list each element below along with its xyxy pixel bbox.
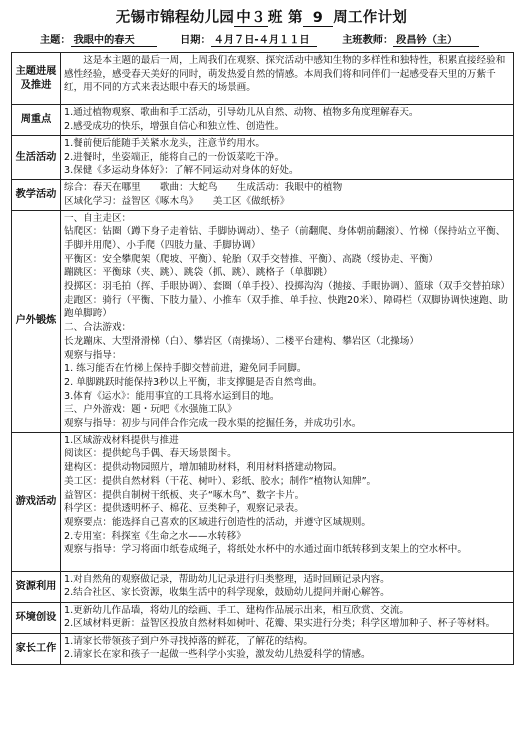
content-line: 蹦跳区：平衡球（夹、跳）、跳袋（抓、跳）、跳格子（单脚跳） (64, 267, 333, 279)
row-content-outdoor (61, 210, 514, 432)
content-line: 科学区：提供透明杯子、棉花、豆类种子，观察记录表。 (64, 503, 304, 515)
content-line: 益智区：提供自制树干纸板、夹子“啄木鸟”、数字卡片。 (64, 489, 305, 501)
content-line: 3.体育《运水》：能用事宜的工具将水运到目的地。 (64, 390, 280, 402)
content-line: 美工区：提供自然材料（干花、树叶）、彩纸、胶水；制作“植物认知牌”。 (64, 475, 377, 487)
table-row (12, 136, 514, 180)
content-line: 1.餐前便后能随手关紧水龙头，注意节约用水。 (64, 138, 266, 149)
date-label: 日期： (180, 35, 211, 46)
row-label-parents: 家长工作 (12, 633, 61, 664)
content-line: 1.请家长带领孩子到户外寻找掉落的鲜花，了解花的结构。 (64, 635, 313, 647)
content-line: 长龙蹦床、大型滑滑梯（白）、攀岩区（南操场）、二楼平台建构、攀岩区（北操场） (64, 335, 419, 347)
class-suffix: 班 (267, 10, 283, 26)
content-line: 观察与指导：初步与同伴合作完成一段水渠的挖掘任务，并成功引水。 (64, 418, 362, 430)
content-line: 1.对自然角的观察做记录，帮助幼儿记录进行归类整理，适时回顾记录内容。 (64, 573, 390, 585)
row-label-teaching: 教学活动 (12, 180, 61, 210)
class-number: 中３ (236, 10, 266, 26)
row-content-games (61, 432, 514, 571)
week-prefix: 第 (287, 10, 303, 26)
table-row (12, 633, 514, 664)
row-content-resources (61, 571, 514, 602)
row-label-daily-life: 生活活动 (12, 136, 61, 180)
content-line: 2.区域材料更新：益智区投放自然材料如树叶、花瓣、果实进行分类；科学区增加种子、杯子等材料。 (64, 618, 496, 630)
content-line: 3.保健《多运动身体好》：了解不同运动对身体的好处。 (64, 165, 299, 177)
content-line: 二、合法游戏： (64, 322, 132, 334)
plan-label: 周工作计划 (333, 10, 408, 26)
content-line: 阅读区：提供蛇鸟手偶、春天场景图卡。 (64, 448, 237, 460)
content-line: 走跑区：骑行（平衡、下肢力量）、小推车（双手推、单手拉、快跑20米）、障碍栏（双脚协调快速跑、助跑单脚跨） (64, 294, 508, 320)
table-row (12, 180, 514, 210)
teacher-value: 段昌钤（主） (393, 31, 479, 47)
content-line: 观察与指导：学习将面巾纸卷成绳子，将纸处水杯中的水通过面巾纸转移到支架上的空水杯中。 (64, 544, 467, 556)
content-line: 1. 练习能否在竹梯上保持手脚交替前进，避免同手同脚。 (64, 363, 307, 375)
table-row (12, 432, 514, 571)
content-line: 2.进餐时，坐姿端正，能将自己的一份饭菜吃干净。 (64, 151, 285, 163)
table-row (12, 53, 514, 105)
content-line: 钻爬区：钻圈（蹲下身子走着钻、手脚协调动）、垫子（前翻爬、身体朝前翻滚）、竹梯（保持站立平衡、手脚并用爬）、小手爬（四肢力量、手脚协调） (64, 226, 506, 251)
teacher-label: 主班教师： (342, 35, 394, 46)
content-line: 1.通过植物观察、歌曲和手工活动，引导幼儿从自然、动物、植物多角度理解春天。 (64, 107, 419, 118)
content-line: 一、自主走区： (64, 212, 132, 224)
row-label-theme-progress: 主题进展及推进 (12, 53, 61, 105)
content-line: 建构区：提供动物园照片，增加辅助材料，利用材料搭建动物园。 (64, 462, 343, 474)
row-label-week-focus: 周重点 (12, 105, 61, 136)
content-line: 2.请家长在家和孩子一起做一些科学小实验，激发幼儿热爱科学的情感。 (64, 649, 371, 661)
content-line: 综合：春天在哪里 歌曲：大蛇鸟 生成活动：我眼中的植物 (64, 182, 343, 194)
row-label-games: 游戏活动 (12, 432, 61, 571)
date-value: ４月７日-４月１１日 (211, 31, 317, 47)
plan-meta (14, 31, 509, 49)
row-label-environment: 环境创设 (12, 602, 61, 633)
row-content-daily-life (61, 136, 514, 180)
content-line: 这是本主题的最后一周，上周我们在观察、探究活动中感知生物的多样性和独特性，积累直接经验和感性经验，感受春天美好的同时，萌发热爱自然的情感。本周我们将和同伴们一起感受春天里的万紫千红，用不同的方式来表达眼中春天的场景画。 (64, 55, 506, 94)
plan-title (0, 6, 523, 27)
content-line: 2.结合社区、家长资源，收集生活中的科学现象，鼓励幼儿提问并耐心解答。 (64, 587, 390, 599)
week-number: 9 (303, 10, 333, 27)
content-line: 三、户外游戏：题・玩吧《水强施工队》 (64, 404, 237, 416)
table-row (12, 602, 514, 633)
row-content-week-focus (61, 105, 514, 136)
row-content-teaching (61, 180, 514, 210)
content-line: 区域化学习：益智区《啄木鸟》 美工区《做纸桥》 (64, 195, 290, 207)
table-row (12, 210, 514, 432)
theme-label: 主题： (40, 35, 71, 46)
row-label-resources: 资源利用 (12, 571, 61, 602)
row-content-parents (61, 633, 514, 664)
row-content-environment (61, 602, 514, 633)
row-label-outdoor: 户外锻炼 (12, 210, 61, 432)
content-line: 平衡区：安全攀爬架（爬坡、平衡）、轮胎（双手交替推、平衡）、高跷（绥协走、平衡） (64, 253, 439, 265)
table-row (12, 105, 514, 136)
content-line: 2.专用室：科探室《生命之水——水转移》 (64, 530, 246, 542)
content-line: 投掷区：羽毛拍（挥、手眼协调）、套圈（单手投）、投掷沟沟（抛接、手眼协调）、篮球（双手交替拍球） (64, 281, 510, 293)
school-name: 无锡市锦程幼儿园 (115, 10, 235, 26)
content-line: 2.感受成功的快乐，增强自信心和独立性、创造性。 (64, 120, 285, 132)
content-line: 2. 单脚跳跃时能保持3秒以上平衡，非支撑腿是否自然弯曲。 (64, 376, 323, 388)
content-line: 1.更新幼儿作品墙，将幼儿的绘画、手工、建构作品展示出来，相互欣赏、交流。 (64, 604, 409, 616)
content-line: 观察要点：能选择自己喜欢的区域进行创造性的活动，并遵守区域规则。 (64, 516, 371, 528)
content-line: 观察与指导： (64, 349, 122, 361)
table-row (12, 571, 514, 602)
theme-value: 我眼中的春天 (71, 31, 157, 47)
row-content-theme-progress (61, 53, 514, 105)
content-line: 1.区域游戏材料提供与推进 (64, 434, 179, 446)
plan-table (11, 52, 514, 665)
